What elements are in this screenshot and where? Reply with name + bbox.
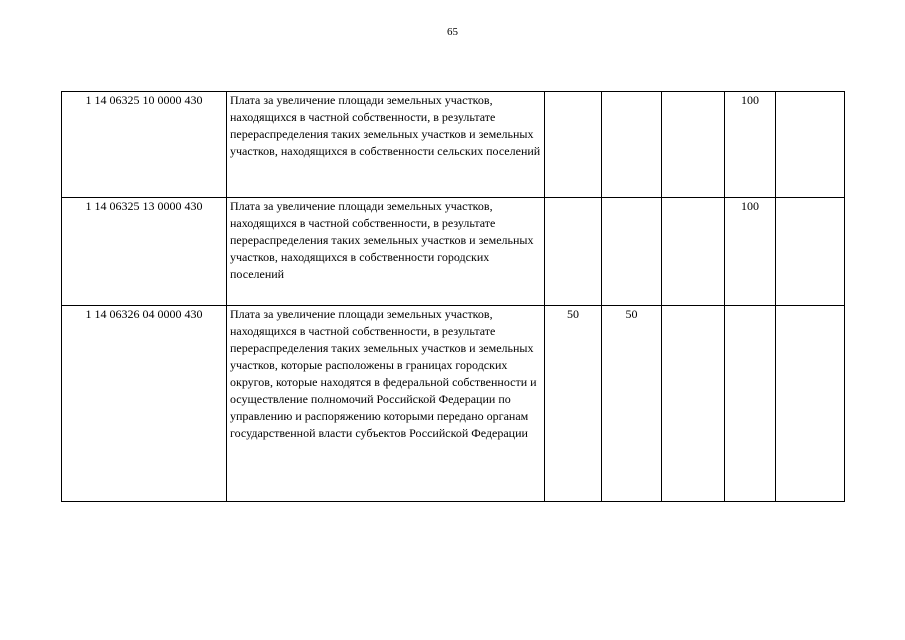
value-cell-2: 50 xyxy=(602,306,662,502)
value-cell-1 xyxy=(545,92,602,198)
value-cell-3 xyxy=(662,198,725,306)
value-cell-1 xyxy=(545,198,602,306)
revenue-distribution-table xyxy=(61,91,845,502)
value-cell-3 xyxy=(662,92,725,198)
value-cell-2 xyxy=(602,198,662,306)
value-cell-5 xyxy=(776,306,845,502)
revenue-code-cell: 1 14 06326 04 0000 430 xyxy=(62,306,227,502)
value-cell-2 xyxy=(602,92,662,198)
page-number: 65 xyxy=(447,26,458,38)
revenue-code-cell: 1 14 06325 10 0000 430 xyxy=(62,92,227,198)
revenue-description-cell: Плата за увеличение площади земельных участков, находящихся в частной собственности, в результате перераспределения таких земельных участков и земельных участков, которые расположены в границах городских округов, которые находятся в федеральной собственности и осуществление полномочий Российской Федерации по управлению и распоряжению которыми передано органам государственной власти субъектов Российской Федерации xyxy=(227,306,545,502)
revenue-description-cell: Плата за увеличение площади земельных участков, находящихся в частной собственности, в результате перераспределения таких земельных участков и земельных участков, находящихся в собственности сельских поселений xyxy=(227,92,545,198)
value-cell-4: 100 xyxy=(725,92,776,198)
value-cell-4: 100 xyxy=(725,198,776,306)
value-cell-5 xyxy=(776,198,845,306)
value-cell-5 xyxy=(776,92,845,198)
revenue-description-cell: Плата за увеличение площади земельных участков, находящихся в частной собственности, в результате перераспределения таких земельных участков и земельных участков, находящихся в собственности городских поселений xyxy=(227,198,545,306)
value-cell-1: 50 xyxy=(545,306,602,502)
table-row xyxy=(62,92,845,198)
value-cell-4 xyxy=(725,306,776,502)
value-cell-3 xyxy=(662,306,725,502)
table-row xyxy=(62,198,845,306)
revenue-code-cell: 1 14 06325 13 0000 430 xyxy=(62,198,227,306)
table-row xyxy=(62,306,845,502)
